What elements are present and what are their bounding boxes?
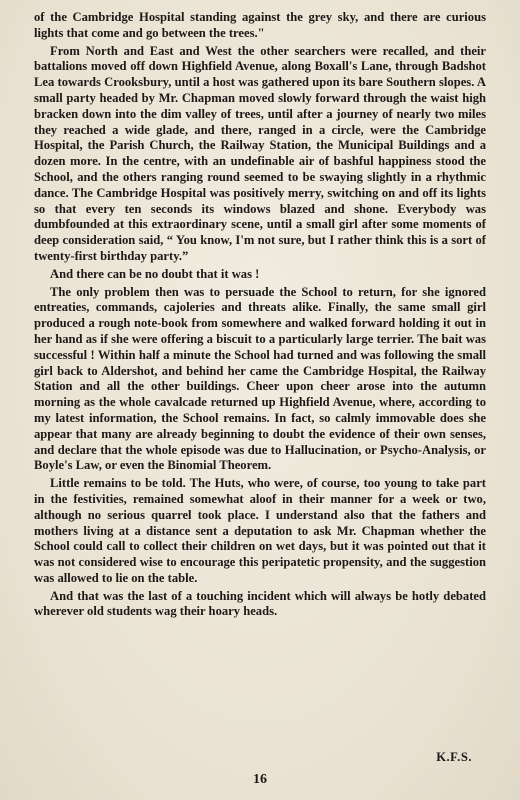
paragraph: And that was the last of a touching incident which will always be hotly debated wherever old students wag their hoary heads. — [34, 588, 486, 619]
body-text — [34, 10, 486, 622]
paragraph: From North and East and West the other searchers were recalled, and their battalions moved off down Highfield Avenue, along Boxall's Lane, through Badshot Lea towards Crooksbury, until a host was gathered upon its bare Southern slopes. A small party headed by Mr. Chapman moved slowly forward through the waist high bracken down into the dim valley of trees, until after a journey of nearly two miles they reached a wide glade, and there, ranged in a circle, were the Cambridge Hospital, the Parish Church, the Railway Station, the Municipal Buildings and a dozen more. In the centre, with an undefinable air of bashful happiness stood the School, and the others ranging round seemed to be swaying slightly in a rhythmic dance. The Cambridge Hospital was positively merry, switching on and off its lights so that every ten seconds its windows blazed and shone. Everybody was dumbfounded at this extraordinary scene, until a small girl after some moments of deep consideration said, “ You know, I'm not sure, but I rather think this is a sort of twenty-first birthday party.” — [34, 43, 486, 263]
paragraph: Little remains to be told. The Huts, who were, of course, too young to take part in the festivities, remained somewhat aloof in their manner for a week or two, although no serious quarrel took place. I understand also that the fathers and mothers living at a distance sent a deputation to ask Mr. Chapman whether the School could call to collect their children on wet days, but it was pointed out that it was not considered wise to encourage this peripatetic propensity, and the suggestion was allowed to lie on the table. — [34, 476, 486, 585]
paragraph: of the Cambridge Hospital standing against the grey sky, and there are curious lights that come and go between the trees." — [34, 10, 486, 40]
author-signature: K.F.S. — [436, 750, 472, 764]
page-number: 16 — [253, 772, 267, 787]
paragraph: And there can be no doubt that it was ! — [50, 266, 260, 281]
paragraph: The only problem then was to persuade the School to return, for she ignored entreaties, commands, cajoleries and threats alike. Finally, the same small girl produced a rough note-book from somewhere and walked forward holding it out in her hand as if she were offering a biscuit to a particularly large terrier. The bait was successful ! Within half a minute the School had turned and was following the small girl back to Aldershot, and behind her came the Cambridge Hospital, the Railway Station and all the other buildings. Cheer upon cheer arose into the autumn morning as the whole cavalcade returned up Highfield Avenue, where, according to my latest information, the School remains. In fact, so calmly immovable does she appear that many are already beginning to doubt the evidence of their own senses, and declare that the whole episode was due to Hallucination, or Psycho-Analysis, or Boyle's Law, or even the Binomial Theorem. — [34, 284, 486, 473]
